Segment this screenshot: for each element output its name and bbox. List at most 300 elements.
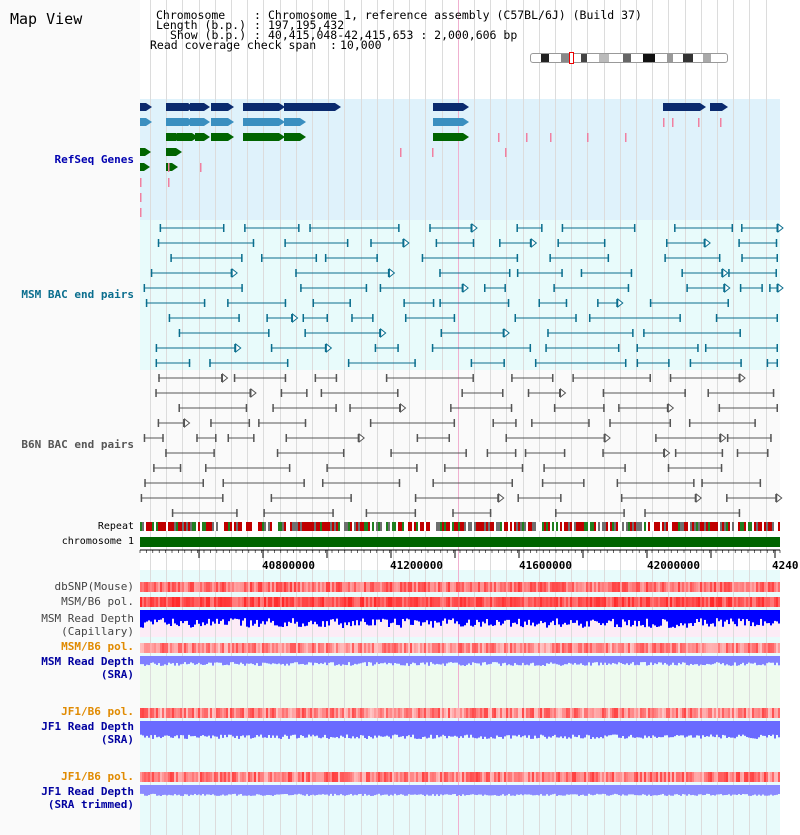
read-depth-bar <box>308 656 310 662</box>
polymorphism-cell <box>408 708 410 718</box>
read-depth-bar <box>290 721 292 736</box>
read-depth-bar <box>740 656 742 664</box>
polymorphism-cell <box>168 643 170 653</box>
polymorphism-cell <box>600 582 602 592</box>
polymorphism-cell <box>668 597 670 607</box>
polymorphism-cell <box>644 772 646 782</box>
msm-bac-pair-end <box>209 359 211 367</box>
polymorphism-cell <box>502 597 504 607</box>
read-depth-bar <box>722 785 724 795</box>
read-depth-bar <box>448 610 450 620</box>
polymorphism-cell <box>446 597 448 607</box>
polymorphism-cell <box>164 643 166 653</box>
repeat-segment <box>634 522 636 531</box>
gene-marker <box>168 163 170 172</box>
polymorphism-cell <box>610 643 612 653</box>
msm-bac-pair-end <box>285 299 287 307</box>
read-depth-bar <box>182 656 184 664</box>
track-label-repeat: Repeat <box>97 521 134 532</box>
polymorphism-cell <box>314 597 316 607</box>
polymorphism-cell <box>220 708 222 718</box>
b6n-bac-pair-end <box>399 479 401 487</box>
read-depth-bar <box>560 656 562 666</box>
polymorphism-cell <box>718 643 720 653</box>
read-depth-bar <box>690 656 692 664</box>
read-depth-bar <box>290 610 292 623</box>
read-depth-bar <box>392 656 394 665</box>
read-depth-bar <box>586 785 588 796</box>
polymorphism-cell <box>688 708 690 718</box>
polymorphism-cell <box>176 582 178 592</box>
msm-bac-pair-end <box>625 359 627 367</box>
repeat-segment <box>548 522 550 531</box>
msm-bac-pair-end <box>541 224 543 232</box>
repeat-segment <box>422 522 424 531</box>
read-depth-bar <box>674 721 676 736</box>
read-depth-bar <box>320 656 322 663</box>
read-depth-bar <box>526 610 528 625</box>
polymorphism-cell <box>188 582 190 592</box>
repeat-segment <box>242 522 244 531</box>
polymorphism-cell <box>290 772 292 782</box>
read-depth-bar <box>484 610 486 623</box>
read-depth-bar <box>210 785 212 795</box>
polymorphism-cell <box>424 597 426 607</box>
read-depth-bar <box>596 785 598 794</box>
read-depth-bar <box>494 721 496 739</box>
polymorphism-cell <box>222 772 224 782</box>
polymorphism-cell <box>386 772 388 782</box>
b6n-bac-pair-end <box>452 509 454 517</box>
msm-bac-pair-end <box>777 359 779 367</box>
polymorphism-cell <box>446 643 448 653</box>
polymorphism-cell <box>214 582 216 592</box>
polymorphism-cell <box>506 772 508 782</box>
read-depth-bar <box>444 656 446 666</box>
repeat-segment <box>584 522 586 531</box>
polymorphism-cell <box>170 643 172 653</box>
polymorphism-cell <box>254 597 256 607</box>
read-depth-bar <box>504 785 506 796</box>
polymorphism-cell <box>318 708 320 718</box>
polymorphism-cell <box>498 772 500 782</box>
read-depth-bar <box>374 610 376 625</box>
repeat-segment <box>210 522 212 531</box>
read-depth-bar <box>594 785 596 795</box>
polymorphism-cell <box>336 772 338 782</box>
read-depth-bar <box>558 656 560 665</box>
polymorphism-cell <box>464 708 466 718</box>
repeat-segment <box>270 522 272 531</box>
repeat-segment <box>308 522 310 531</box>
polymorphism-cell <box>390 708 392 718</box>
polymorphism-cell <box>716 597 718 607</box>
polymorphism-cell <box>522 708 524 718</box>
read-depth-bar <box>392 785 394 796</box>
repeat-segment <box>256 522 258 531</box>
polymorphism-cell <box>496 597 498 607</box>
polymorphism-cell <box>606 772 608 782</box>
polymorphism-cell <box>148 597 150 607</box>
msm-bac-pair-end <box>179 329 181 337</box>
polymorphism-cell <box>214 772 216 782</box>
read-depth-bar <box>418 610 420 622</box>
polymorphism-cell <box>596 643 598 653</box>
read-depth-bar <box>464 610 466 625</box>
polymorphism-cell <box>506 643 508 653</box>
polymorphism-cell <box>464 597 466 607</box>
read-depth-bar <box>226 610 228 625</box>
polymorphism-cell <box>710 597 712 607</box>
polymorphism-cell <box>276 708 278 718</box>
polymorphism-cell <box>434 643 436 653</box>
polymorphism-cell <box>240 772 242 782</box>
polymorphism-cell <box>584 597 586 607</box>
read-depth-bar <box>326 610 328 621</box>
repeat-segment <box>718 522 720 531</box>
read-depth-bar <box>160 785 162 796</box>
read-depth-bar <box>292 721 294 735</box>
read-depth-bar <box>702 610 704 625</box>
repeat-segment <box>770 522 772 531</box>
b6n-bac-pair-arrow <box>605 434 610 442</box>
read-depth-bar <box>628 656 630 665</box>
read-depth-bar <box>334 785 336 794</box>
msm-bac-pair-end <box>287 359 289 367</box>
polymorphism-cell <box>744 772 746 782</box>
read-depth-bar <box>480 610 482 627</box>
repeat-segment <box>596 522 598 531</box>
repeat-segment <box>696 522 698 531</box>
polymorphism-cell <box>540 708 542 718</box>
repeat-segment <box>562 522 564 531</box>
read-depth-bar <box>258 721 260 736</box>
read-depth-bar <box>414 721 416 739</box>
polymorphism-cell <box>142 708 144 718</box>
polymorphism-cell <box>594 643 596 653</box>
read-depth-bar <box>370 610 372 625</box>
polymorphism-cell <box>318 643 320 653</box>
read-depth-bar <box>358 785 360 794</box>
read-depth-bar <box>624 721 626 739</box>
polymorphism-cell <box>148 582 150 592</box>
read-depth-bar <box>754 610 756 626</box>
polymorphism-cell <box>520 582 522 592</box>
b6n-bac-pair-end <box>350 494 352 502</box>
polymorphism-cell <box>286 597 288 607</box>
polymorphism-cell <box>684 772 686 782</box>
read-depth-bar <box>770 721 772 736</box>
read-depth-bar <box>440 610 442 626</box>
polymorphism-cell <box>384 708 386 718</box>
repeat-segment <box>378 522 380 531</box>
polymorphism-cell <box>360 582 362 592</box>
b6n-bac-pair-end <box>236 509 238 517</box>
read-depth-bar <box>532 785 534 795</box>
read-depth-bar <box>440 721 442 736</box>
polymorphism-cell <box>152 597 154 607</box>
read-depth-bar <box>146 656 148 665</box>
polymorphism-cell <box>768 708 770 718</box>
polymorphism-cell <box>154 597 156 607</box>
polymorphism-cell <box>732 582 734 592</box>
polymorphism-cell <box>296 582 298 592</box>
read-depth-bar <box>492 656 494 662</box>
polymorphism-cell <box>288 582 290 592</box>
polymorphism-cell <box>758 597 760 607</box>
b6n-bac-pair-end <box>560 494 562 502</box>
polymorphism-cell <box>202 597 204 607</box>
polymorphism-cell <box>540 772 542 782</box>
polymorphism-cell <box>266 597 268 607</box>
polymorphism-cell <box>484 582 486 592</box>
read-depth-bar <box>552 785 554 794</box>
read-depth-bar <box>394 610 396 619</box>
polymorphism-cell <box>272 597 274 607</box>
repeat-segment <box>170 522 172 531</box>
read-depth-bar <box>256 785 258 794</box>
read-depth-bar <box>544 656 546 666</box>
read-depth-bar <box>250 656 252 663</box>
read-depth-bar <box>506 721 508 735</box>
b6n-bac-pair-end <box>349 404 351 412</box>
track-label-msm-bac[interactable]: MSM BAC end pairs <box>21 288 134 301</box>
polymorphism-cell <box>576 582 578 592</box>
read-depth-bar <box>626 610 628 625</box>
read-depth-bar <box>246 610 248 627</box>
repeat-segment <box>708 522 710 531</box>
b6n-bac-pair-end <box>528 389 530 397</box>
read-depth-bar <box>522 610 524 627</box>
msm-bac-pair-end <box>170 254 172 262</box>
read-depth-bar <box>696 610 698 619</box>
read-depth-bar <box>522 721 524 736</box>
track-label-b6n-bac[interactable]: B6N BAC end pairs <box>21 438 134 451</box>
polymorphism-cell <box>618 643 620 653</box>
read-depth-bar <box>184 610 186 621</box>
gene-exon-block <box>190 103 204 111</box>
read-depth-bar <box>734 785 736 795</box>
polymorphism-cell <box>244 643 246 653</box>
polymorphism-cell <box>714 643 716 653</box>
repeat-segment <box>206 522 208 531</box>
b6n-bac-pair-end <box>286 434 288 442</box>
read-depth-bar <box>572 721 574 735</box>
polymorphism-cell <box>460 643 462 653</box>
polymorphism-cell <box>738 582 740 592</box>
read-depth-bar <box>266 785 268 795</box>
polymorphism-cell <box>250 582 252 592</box>
polymorphism-cell <box>368 597 370 607</box>
polymorphism-cell <box>312 643 314 653</box>
polymorphism-cell <box>742 708 744 718</box>
polymorphism-cell <box>584 708 586 718</box>
read-depth-bar <box>720 656 722 664</box>
repeat-segment <box>610 522 612 531</box>
polymorphism-cell <box>656 708 658 718</box>
polymorphism-cell <box>466 708 468 718</box>
read-depth-bar <box>506 610 508 620</box>
msm-bac-pair-end <box>309 224 311 232</box>
read-depth-bar <box>418 721 420 739</box>
polymorphism-cell <box>424 772 426 782</box>
polymorphism-cell <box>308 597 310 607</box>
read-depth-bar <box>302 656 304 664</box>
polymorphism-cell <box>342 772 344 782</box>
polymorphism-cell <box>714 597 716 607</box>
polymorphism-cell <box>214 643 216 653</box>
read-depth-bar <box>528 721 530 735</box>
read-depth-bar <box>398 610 400 625</box>
read-depth-bar <box>490 610 492 625</box>
msm-bac-pair-end <box>705 344 707 352</box>
polymorphism-cell <box>406 708 408 718</box>
repeat-segment <box>694 522 696 531</box>
read-depth-bar <box>360 721 362 735</box>
repeat-segment <box>248 522 250 531</box>
polymorphism-cell <box>280 597 282 607</box>
polymorphism-cell <box>758 643 760 653</box>
read-depth-bar <box>504 656 506 663</box>
read-depth-bar <box>496 656 498 662</box>
read-depth-bar <box>570 656 572 664</box>
polymorphism-cell <box>436 643 438 653</box>
repeat-segment <box>282 522 284 531</box>
read-depth-bar <box>778 610 780 624</box>
b6n-bac-pair-end <box>515 419 517 427</box>
polymorphism-cell <box>696 582 698 592</box>
read-depth-bar <box>538 610 540 624</box>
b6n-bac-pair-end <box>178 404 180 412</box>
track-label-refseq[interactable]: RefSeq Genes <box>54 153 134 166</box>
polymorphism-cell <box>696 643 698 653</box>
length-value: 197,195,432 <box>268 18 345 32</box>
read-depth-bar <box>292 785 294 795</box>
read-depth-bar <box>294 610 296 624</box>
polymorphism-cell <box>432 597 434 607</box>
polymorphism-cell <box>376 772 378 782</box>
polymorphism-cell <box>578 772 580 782</box>
polymorphism-cell <box>248 597 250 607</box>
read-depth-bar <box>708 721 710 737</box>
polymorphism-cell <box>658 708 660 718</box>
b6n-bac-pair-end <box>263 509 265 517</box>
polymorphism-cell <box>178 643 180 653</box>
polymorphism-cell <box>476 772 478 782</box>
read-depth-bar <box>210 656 212 663</box>
repeat-segment <box>224 522 226 531</box>
polymorphism-cell <box>702 582 704 592</box>
read-depth-bar <box>766 656 768 663</box>
polymorphism-cell <box>426 708 428 718</box>
b6n-bac-pair-end <box>155 389 157 397</box>
polymorphism-cell <box>550 708 552 718</box>
polymorphism-cell <box>652 708 654 718</box>
read-depth-bar <box>682 610 684 625</box>
polymorphism-cell <box>190 582 192 592</box>
msm-bac-pair-end <box>144 284 146 292</box>
polymorphism-cell <box>388 643 390 653</box>
read-depth-bar <box>362 785 364 796</box>
read-depth-bar <box>434 610 436 621</box>
polymorphism-cell <box>258 582 260 592</box>
polymorphism-cell <box>312 582 314 592</box>
read-depth-bar <box>490 721 492 737</box>
read-depth-bar <box>428 656 430 666</box>
polymorphism-cell <box>412 643 414 653</box>
polymorphism-cell <box>574 772 576 782</box>
polymorphism-cell <box>374 643 376 653</box>
polymorphism-cell <box>660 597 662 607</box>
read-depth-bar <box>178 721 180 738</box>
polymorphism-cell <box>440 643 442 653</box>
read-depth-bar <box>212 721 214 735</box>
polymorphism-cell <box>594 582 596 592</box>
read-depth-bar <box>346 610 348 625</box>
polymorphism-cell <box>256 708 258 718</box>
repeat-segment <box>186 522 188 531</box>
track-label-msm-b6-pol-sra: MSM/B6 pol. <box>61 640 134 653</box>
read-depth-bar <box>770 785 772 795</box>
polymorphism-cell <box>578 582 580 592</box>
read-depth-bar <box>286 656 288 664</box>
msm-bac-pair-end <box>375 344 377 352</box>
repeat-segment <box>510 522 512 531</box>
read-depth-bar <box>156 785 158 796</box>
read-depth-bar <box>400 610 402 628</box>
read-depth-bar <box>486 721 488 739</box>
read-depth-bar <box>438 610 440 622</box>
msm-bac-pair-arrow <box>293 314 298 322</box>
polymorphism-cell <box>344 597 346 607</box>
read-depth-bar <box>168 656 170 663</box>
polymorphism-cell <box>766 708 768 718</box>
b6n-bac-pair-end <box>213 449 215 457</box>
read-depth-bar <box>776 721 778 735</box>
read-depth-bar <box>188 721 190 735</box>
read-depth-bar <box>382 656 384 663</box>
read-depth-bar <box>726 656 728 664</box>
msm-bac-pair-end <box>566 299 568 307</box>
polymorphism-cell <box>448 597 450 607</box>
read-depth-bar <box>140 610 142 627</box>
read-depth-bar <box>418 785 420 795</box>
read-depth-bar <box>512 656 514 666</box>
read-depth-bar <box>360 785 362 794</box>
repeat-segment <box>356 522 358 531</box>
polymorphism-cell <box>428 597 430 607</box>
polymorphism-cell <box>534 643 536 653</box>
polymorphism-cell <box>186 597 188 607</box>
polymorphism-cell <box>194 582 196 592</box>
repeat-segment <box>744 522 746 531</box>
read-depth-bar <box>150 610 152 622</box>
polymorphism-cell <box>140 597 142 607</box>
read-depth-bar <box>634 656 636 665</box>
read-depth-bar <box>652 610 654 624</box>
read-depth-bar <box>428 610 430 624</box>
msm-bac-pair-end <box>716 314 718 322</box>
read-depth-bar <box>748 721 750 738</box>
read-depth-bar <box>280 785 282 794</box>
polymorphism-cell <box>466 597 468 607</box>
msm-bac-pair-end <box>741 224 743 232</box>
read-depth-bar <box>334 610 336 622</box>
read-depth-bar <box>534 610 536 626</box>
polymorphism-cell <box>320 772 322 782</box>
read-depth-bar <box>174 656 176 666</box>
repeat-segment <box>428 522 430 531</box>
